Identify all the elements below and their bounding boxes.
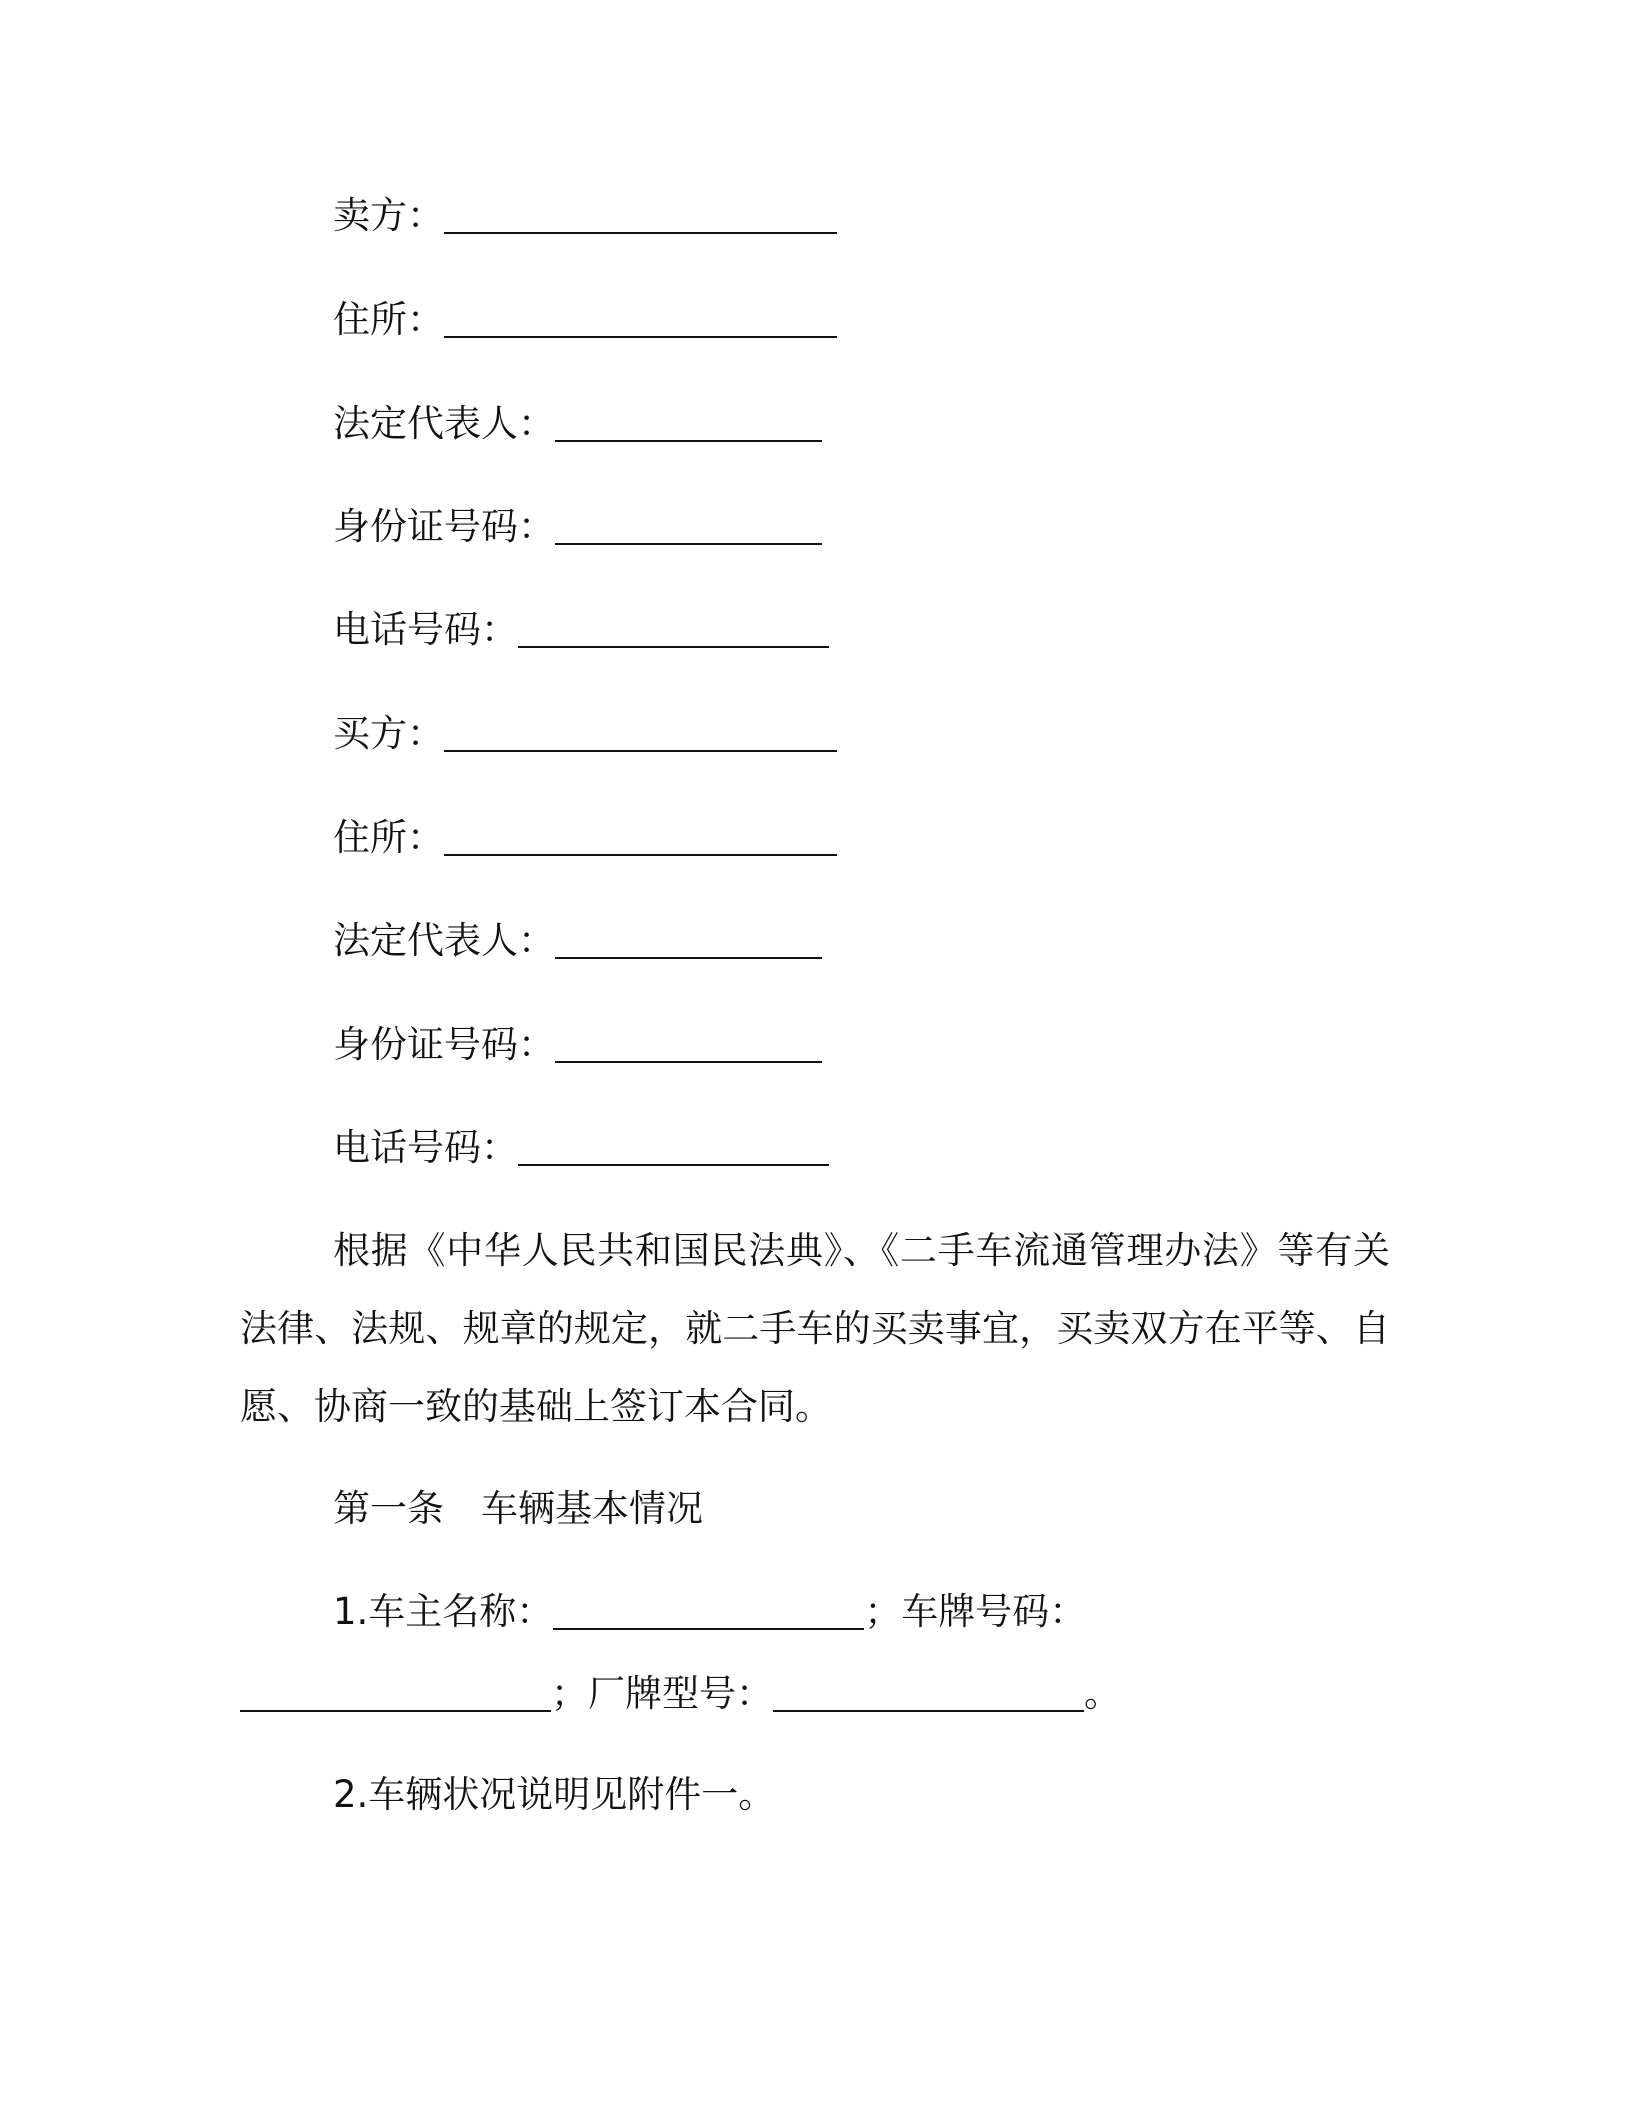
seller-blank[interactable]	[444, 198, 837, 234]
article1-item1-line1	[333, 1590, 1086, 1634]
seller-id-row	[333, 505, 822, 549]
article1-item1-line2	[240, 1672, 1121, 1716]
seller-id-label: 身份证号码：	[333, 505, 555, 548]
article1-item2: 2.车辆状况说明见附件一。	[333, 1773, 776, 1816]
buyer-address-label: 住所：	[333, 816, 444, 859]
seller-legal-rep-label: 法定代表人：	[333, 402, 555, 445]
seller-address-label: 住所：	[333, 298, 444, 341]
buyer-address-row	[333, 816, 837, 860]
owner-name-blank[interactable]	[553, 1594, 864, 1630]
seller-legal-rep-blank[interactable]	[555, 406, 822, 442]
seller-address-row	[333, 298, 837, 342]
buyer-legal-rep-blank[interactable]	[555, 923, 822, 959]
seller-phone-label: 电话号码：	[333, 608, 518, 651]
buyer-phone-blank[interactable]	[518, 1130, 829, 1166]
buyer-row	[333, 712, 837, 756]
buyer-id-blank[interactable]	[555, 1027, 822, 1063]
buyer-address-blank[interactable]	[444, 820, 837, 856]
buyer-phone-label: 电话号码：	[333, 1126, 518, 1169]
seller-phone-row	[333, 608, 829, 652]
seller-phone-blank[interactable]	[518, 612, 829, 648]
plate-number-blank[interactable]	[240, 1676, 551, 1712]
preamble-paragraph: 根据《中华人民共和国民法典》、《二手车流通管理办法》等有关法律、法规、规章的规定，就二手车的买卖事宜，买卖双方在平等、自愿、协商一致的基础上签订本合同。	[240, 1229, 1390, 1428]
item1-end-mark: 。	[1084, 1672, 1121, 1715]
seller-row	[333, 194, 837, 238]
plate-number-label: ；车牌号码：	[864, 1590, 1087, 1633]
seller-address-blank[interactable]	[444, 302, 837, 338]
buyer-id-label: 身份证号码：	[333, 1023, 555, 1066]
article1-title: 第一条 车辆基本情况	[333, 1487, 703, 1530]
buyer-phone-row	[333, 1126, 829, 1170]
seller-label: 卖方：	[333, 194, 444, 237]
brand-model-blank[interactable]	[773, 1676, 1084, 1712]
buyer-label: 买方：	[333, 712, 444, 755]
buyer-id-row	[333, 1023, 822, 1067]
buyer-blank[interactable]	[444, 716, 837, 752]
seller-id-blank[interactable]	[555, 509, 822, 545]
seller-legal-rep-row	[333, 402, 822, 446]
brand-model-label: ；厂牌型号：	[551, 1672, 773, 1715]
buyer-legal-rep-row	[333, 919, 822, 963]
buyer-legal-rep-label: 法定代表人：	[333, 919, 555, 962]
owner-name-label: 1.车主名称：	[333, 1590, 554, 1633]
